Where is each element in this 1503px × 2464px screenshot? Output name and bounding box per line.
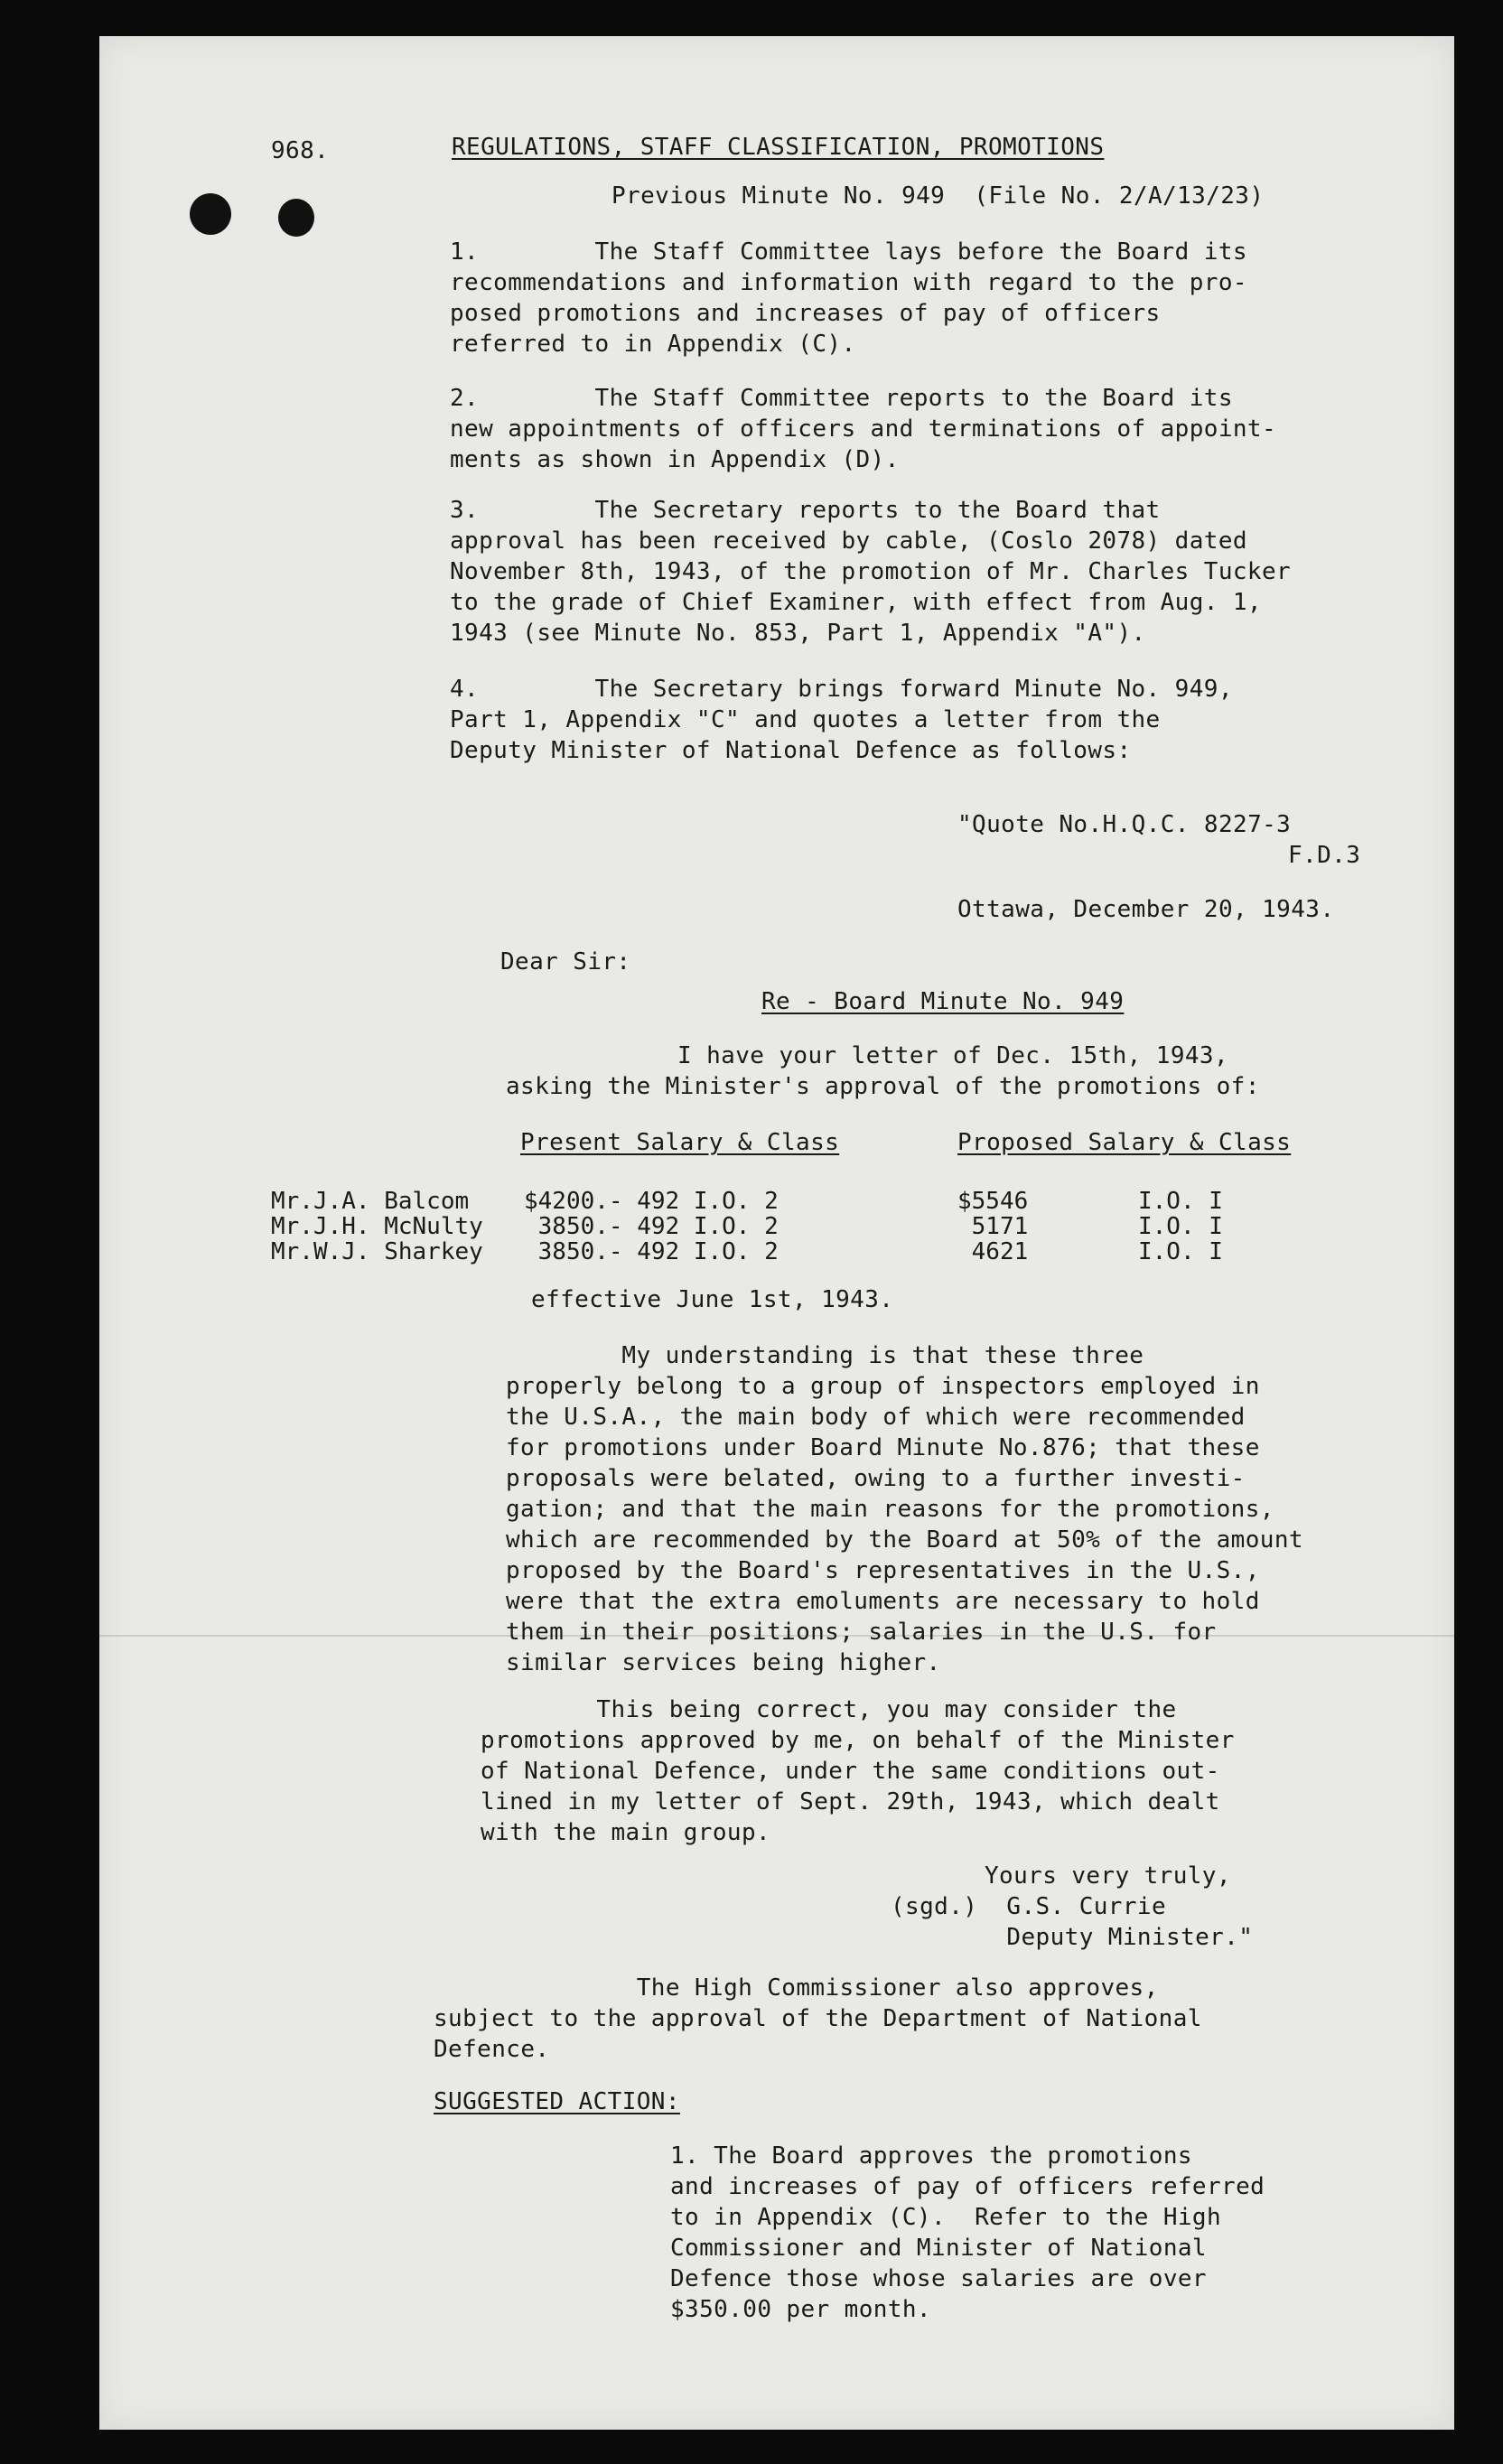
- table-row: [271, 1239, 1223, 1265]
- table-header-present: Present Salary & Class: [520, 1129, 840, 1156]
- text-line: posed promotions and increases of pay of officers: [450, 300, 1161, 327]
- page-number: 968.: [271, 137, 330, 164]
- text-line: similar services being higher.: [506, 1649, 941, 1676]
- text-line: which are recommended by the Board at 50% of the amount: [506, 1526, 1303, 1554]
- previous-minute: Previous Minute No. 949 (File No. 2/A/13/23): [611, 182, 1265, 210]
- text-line: and increases of pay of officers referred: [670, 2173, 1265, 2200]
- signature-line: (sgd.) G.S. Currie: [891, 1893, 1167, 1920]
- text-line: November 8th, 1943, of the promotion of Mr. Charles Tucker: [450, 558, 1292, 585]
- letter-intro-line: I have your letter of Dec. 15th, 1943,: [677, 1042, 1229, 1069]
- letter-date: Ottawa, December 20, 1943.: [957, 896, 1335, 923]
- text-line: them in their positions; salaries in the U.S. for: [506, 1619, 1217, 1646]
- text-line: Defence those whose salaries are over: [670, 2265, 1207, 2292]
- table-row: [271, 1189, 1223, 1214]
- text-line: $350.00 per month.: [670, 2296, 931, 2323]
- page-heading: REGULATIONS, STAFF CLASSIFICATION, PROMOTIONS: [452, 134, 1105, 161]
- proposed-salary: $5546: [957, 1188, 1029, 1215]
- officer-name: Mr.W.J. Sharkey: [271, 1238, 483, 1265]
- suggested-action-heading: SUGGESTED ACTION:: [434, 2088, 680, 2115]
- proposed-class: I.O. I: [1138, 1238, 1223, 1265]
- text-line: Defence.: [434, 2036, 550, 2063]
- text-line: with the main group.: [481, 1819, 771, 1846]
- text-line: properly belong to a group of inspectors employed in: [506, 1373, 1260, 1400]
- text-line: new appointments of officers and terminations of appoint-: [450, 415, 1277, 443]
- text-line: for promotions under Board Minute No.876; that these: [506, 1434, 1260, 1461]
- letter-intro-line: asking the Minister's approval of the promotions of:: [506, 1073, 1260, 1100]
- signer-title: Deputy Minister.": [891, 1924, 1254, 1951]
- proposed-salary: 4621: [957, 1238, 1029, 1265]
- text-line: recommendations and information with regard to the pro-: [450, 269, 1247, 296]
- proposed-class: I.O. I: [1138, 1188, 1223, 1215]
- text-line: This being correct, you may consider the: [481, 1696, 1177, 1723]
- quote-reference: "Quote No.H.Q.C. 8227-3: [957, 811, 1292, 838]
- text-line: proposals were belated, owing to a further investi-: [506, 1465, 1246, 1492]
- text-line: of National Defence, under the same conditions out-: [481, 1758, 1220, 1785]
- text-line: referred to in Appendix (C).: [450, 331, 856, 358]
- text-line: 2. The Staff Committee reports to the Board its: [450, 385, 1233, 412]
- text-line: ments as shown in Appendix (D).: [450, 446, 900, 473]
- officer-name: Mr.J.H. McNulty: [271, 1213, 483, 1240]
- text-line: to the grade of Chief Examiner, with effect from Aug. 1,: [450, 589, 1262, 616]
- text-line: subject to the approval of the Department of National: [434, 2005, 1202, 2032]
- text-line: were that the extra emoluments are necessary to hold: [506, 1588, 1260, 1615]
- text-line: Deputy Minister of National Defence as follows:: [450, 737, 1132, 764]
- text-line: 1. The Staff Committee lays before the Board its: [450, 238, 1247, 266]
- text-line: 1. The Board approves the promotions: [670, 2142, 1192, 2170]
- text-line: the U.S.A., the main body of which were recommended: [506, 1404, 1246, 1431]
- punch-hole-right: [278, 199, 314, 237]
- text-line: My understanding is that these three: [506, 1342, 1144, 1369]
- salutation: Dear Sir:: [500, 948, 631, 975]
- text-line: Commissioner and Minister of National: [670, 2235, 1207, 2262]
- text-line: to in Appendix (C). Refer to the High: [670, 2204, 1222, 2231]
- document-page: [99, 36, 1454, 2430]
- re-line: Re - Board Minute No. 949: [761, 988, 1125, 1015]
- table-header-proposed: Proposed Salary & Class: [957, 1129, 1292, 1156]
- text-line: Part 1, Appendix "C" and quotes a letter from the: [450, 706, 1161, 733]
- proposed-salary: 5171: [957, 1213, 1029, 1240]
- proposed-class: I.O. I: [1138, 1213, 1223, 1240]
- present-salary-class: $4200.- 492 I.O. 2: [524, 1188, 779, 1215]
- quote-reference-sub: F.D.3: [1288, 842, 1361, 869]
- closing-line: Yours very truly,: [985, 1862, 1231, 1890]
- effective-date: effective June 1st, 1943.: [531, 1286, 894, 1313]
- salary-table: [271, 1189, 1223, 1265]
- punch-hole-left: [190, 193, 231, 235]
- text-line: 1943 (see Minute No. 853, Part 1, Appendix "A").: [450, 620, 1146, 647]
- text-line: The High Commissioner also approves,: [434, 1974, 1159, 2002]
- present-salary-class: 3850.- 492 I.O. 2: [524, 1238, 779, 1265]
- text-line: proposed by the Board's representatives in the U.S.,: [506, 1557, 1260, 1584]
- text-line: 4. The Secretary brings forward Minute No. 949,: [450, 676, 1233, 703]
- officer-name: Mr.J.A. Balcom: [271, 1188, 470, 1215]
- text-line: gation; and that the main reasons for the promotions,: [506, 1496, 1274, 1523]
- text-line: lined in my letter of Sept. 29th, 1943, which dealt: [481, 1788, 1220, 1815]
- text-line: 3. The Secretary reports to the Board that: [450, 497, 1161, 524]
- text-line: approval has been received by cable, (Coslo 2078) dated: [450, 527, 1247, 555]
- text-line: promotions approved by me, on behalf of the Minister: [481, 1727, 1235, 1754]
- present-salary-class: 3850.- 492 I.O. 2: [524, 1213, 779, 1240]
- table-row: [271, 1214, 1223, 1239]
